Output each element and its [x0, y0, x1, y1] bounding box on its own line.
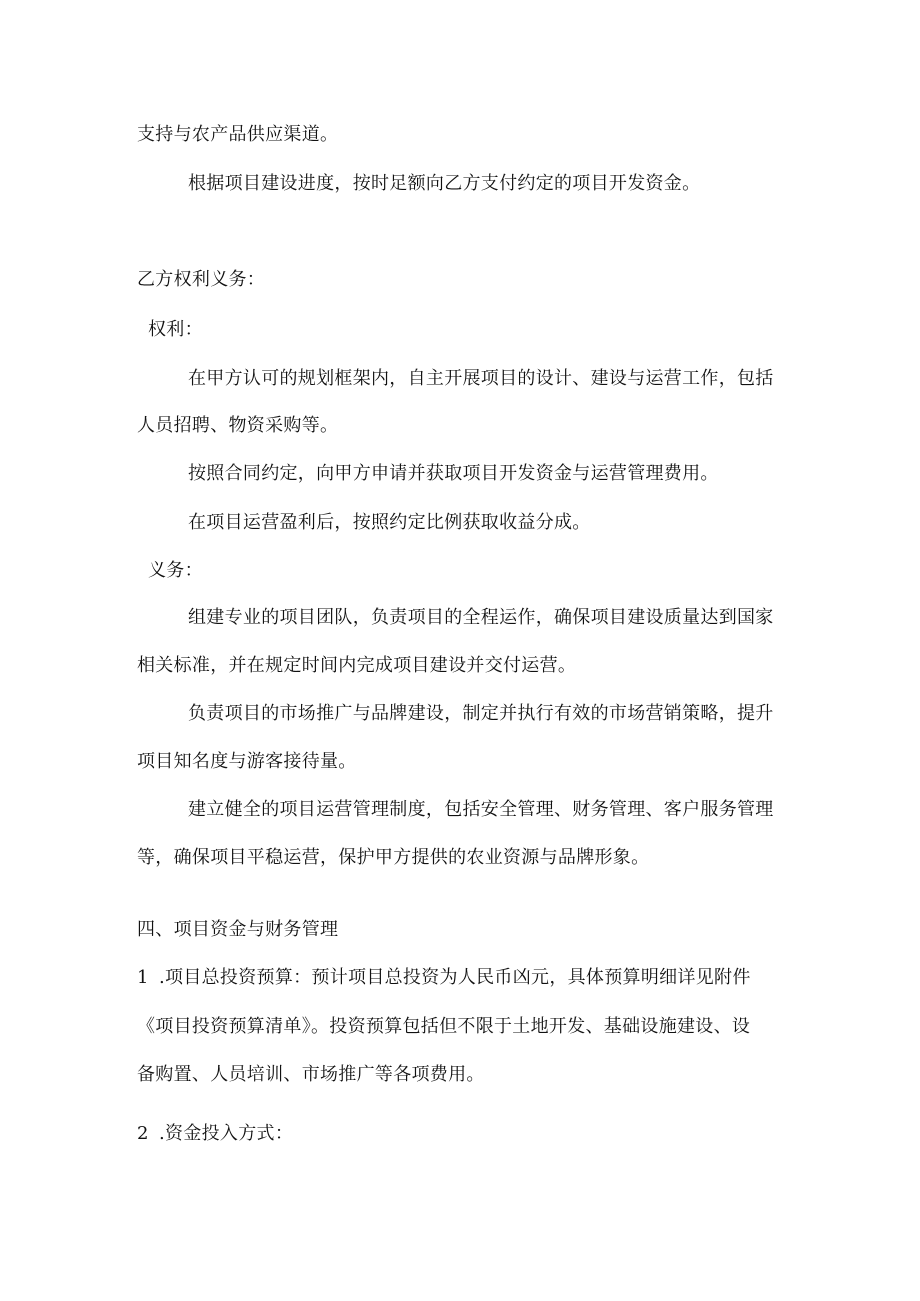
paragraph-line: 等，确保项目平稳运营，保护甲方提供的农业资源与品牌形象。 [137, 847, 650, 868]
paragraph-line: 相关标准，并在规定时间内完成项目建设并交付运营。 [137, 655, 577, 676]
section-heading-party-b: 乙方权利义务： [137, 269, 266, 290]
numbered-item-1 [137, 966, 751, 990]
paragraph-line: 组建专业的项目团队，负责项目的全程运作，确保项目建设质量达到国家 [188, 607, 774, 628]
numbered-item-2 [137, 1122, 293, 1146]
section-heading-finance: 四、项目资金与财务管理 [137, 919, 339, 940]
paragraph-line: 《项目投资预算清单》。投资预算包括但不限于土地开发、基础设施建设、设 [137, 1016, 751, 1037]
paragraph-line: 项目知名度与游客接待量。 [137, 751, 357, 772]
paragraph-line: 支持与农产品供应渠道。 [137, 124, 339, 145]
item-text: .资金投入方式： [159, 1123, 294, 1144]
item-number: 1 [137, 967, 149, 988]
paragraph-line: 在项目运营盈利后，按照约定比例获取收益分成。 [188, 512, 591, 533]
paragraph-line: 根据项目建设进度，按时足额向乙方支付约定的项目开发资金。 [188, 173, 701, 194]
subheading-rights: 权利： [148, 319, 203, 340]
paragraph-line: 按照合同约定，向甲方申请并获取项目开发资金与运营管理费用。 [188, 463, 719, 484]
paragraph-line: 备购置、人员培训、市场推广等各项费用。 [137, 1064, 485, 1085]
paragraph-line: 建立健全的项目运营管理制度，包括安全管理、财务管理、客户服务管理 [188, 799, 774, 820]
paragraph-line: 负责项目的市场推广与品牌建设，制定并执行有效的市场营销策略，提升 [188, 703, 774, 724]
subheading-obligations: 义务： [148, 560, 203, 581]
paragraph-line: 在甲方认可的规划框架内，自主开展项目的设计、建设与运营工作，包括 [188, 368, 774, 389]
paragraph-line: 人员招聘、物资采购等。 [137, 415, 339, 436]
item-text: .项目总投资预算：预计项目总投资为人民币凶元，具体预算明细详见附件 [159, 967, 751, 988]
item-number: 2 [137, 1123, 149, 1144]
